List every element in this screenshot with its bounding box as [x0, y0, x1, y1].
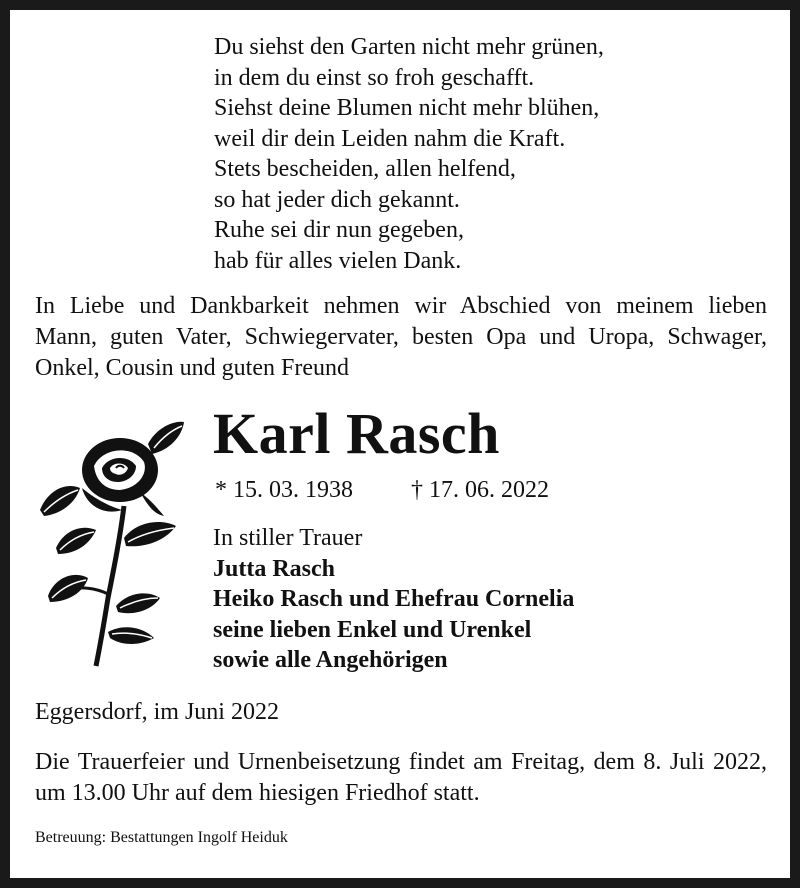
death-date: † 17. 06. 2022 [411, 477, 549, 503]
poem [214, 32, 604, 276]
ceremony-line: um 13.00 Uhr auf dem hiesigen Friedhof statt. [35, 780, 480, 806]
intro-line: In Liebe und Dankbarkeit nehmen wir Abschied von meinem lieben [35, 293, 767, 319]
birth-date: * 15. 03. 1938 [215, 477, 353, 503]
mourner-name: Jutta Rasch [213, 555, 336, 582]
poem-line: Siehst deine Blumen nicht mehr blühen, [214, 95, 600, 121]
intro-line: Mann, guten Vater, Schwiegervater, besten Opa und Uropa, Schwager, [35, 324, 767, 350]
poem-line: Stets bescheiden, allen helfend, [214, 156, 516, 182]
deceased-name: Karl Rasch [213, 401, 500, 466]
life-dates [215, 475, 549, 505]
poem-line: Ruhe sei dir nun gegeben, [214, 217, 464, 243]
ceremony-line: Die Trauerfeier und Urnenbeisetzung findet am Freitag, dem 8. Juli 2022, [35, 749, 767, 775]
mourner-name: seine lieben Enkel und Urenkel [213, 616, 532, 643]
place-date: Eggersdorf, im Juni 2022 [35, 699, 279, 725]
rose-icon [36, 418, 192, 670]
poem-line: weil dir dein Leiden nahm die Kraft. [214, 125, 566, 152]
mourner-name: sowie alle Angehörigen [213, 647, 448, 673]
mourners-intro: In stiller Trauer [213, 525, 363, 551]
poem-line: so hat jeder dich gekannt. [214, 186, 460, 213]
funeral-home-credit: Betreuung: Bestattungen Ingolf Heiduk [35, 829, 288, 846]
mourners [213, 523, 574, 676]
poem-line: hab für alles vielen Dank. [214, 247, 462, 274]
mourner-name: Heiko Rasch und Ehefrau Cornelia [213, 586, 575, 612]
intro-line: Onkel, Cousin und guten Freund [35, 355, 349, 381]
ceremony-info [35, 747, 767, 809]
poem-line: Du siehst den Garten nicht mehr grünen, [214, 34, 604, 60]
poem-line: in dem du einst so froh geschafft. [214, 64, 535, 91]
intro-text [35, 291, 767, 384]
